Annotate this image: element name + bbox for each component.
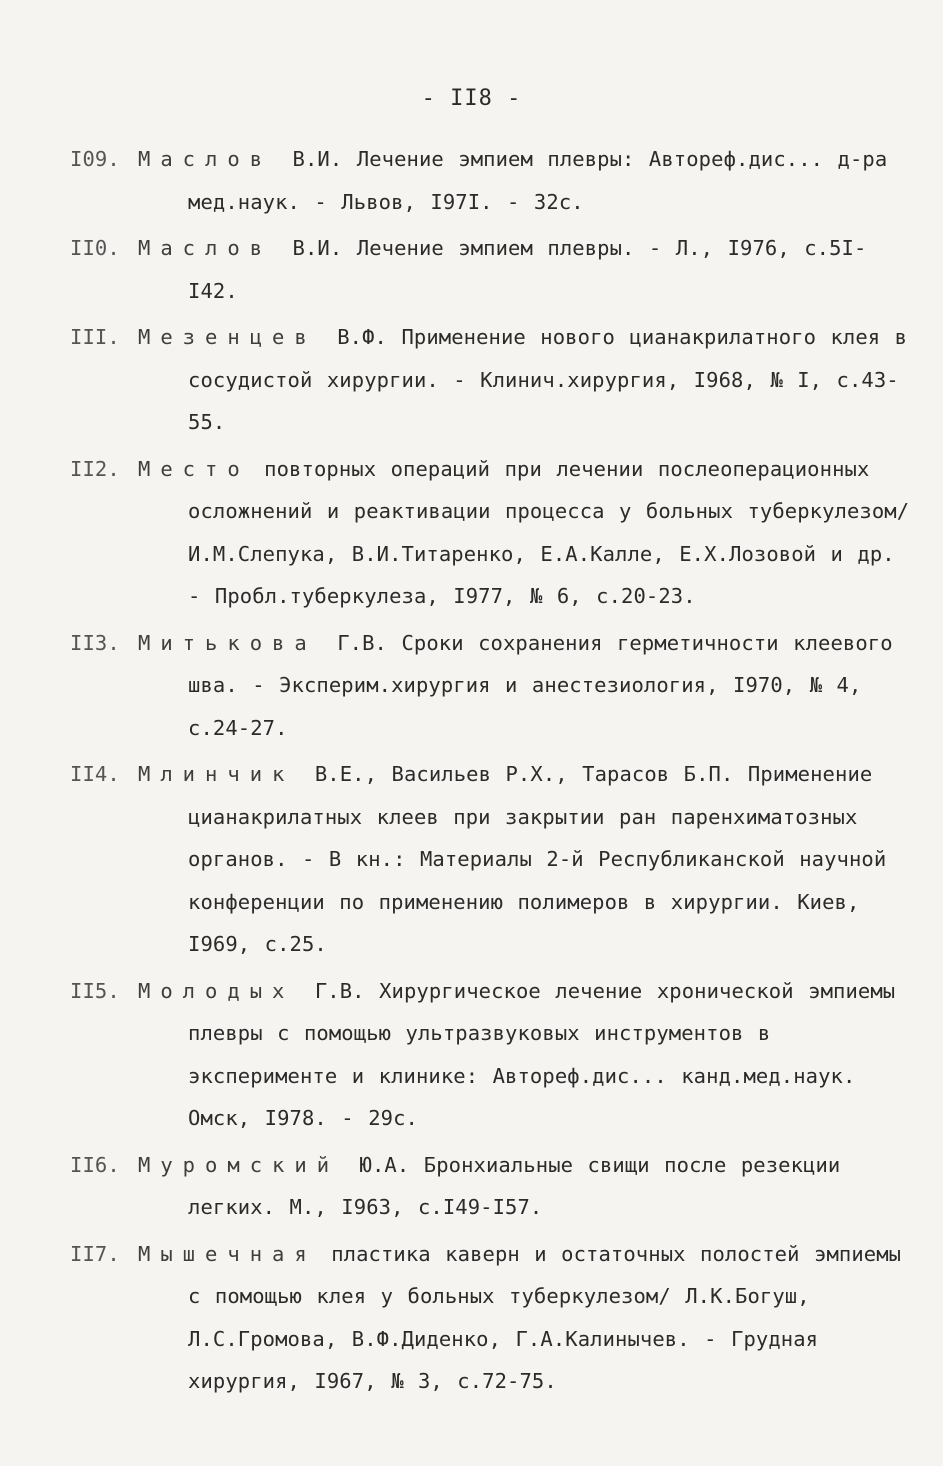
entry-text: Бронхиальные свищи после резекции легких. М., I963, с.I49-I57. <box>188 1152 841 1219</box>
entry-initials: В.Ф. <box>337 325 387 349</box>
entry-initials: Г.В. <box>337 630 387 655</box>
entry-author: Место <box>138 456 250 481</box>
entry-text: Применение нового цианакрилатного клея в сосудистой хирургии. - Клинич.хирургия, I968, № I, с.43-55. <box>188 325 908 434</box>
entry-initials: В.И. <box>292 236 343 260</box>
entry-author: Мышечная <box>138 1241 317 1266</box>
page-number: - II8 - <box>421 86 522 111</box>
entry-author: Молодых <box>138 978 295 1003</box>
entry-number: II3. <box>70 630 120 655</box>
bibliography-entry <box>70 1144 910 1229</box>
entry-text: Лечение эмпием плевры: Автореф.дис... д-ра мед.наук. - Львов, I97I. - 32с. <box>188 147 888 214</box>
bibliography-list <box>70 138 910 1403</box>
bibliography-entry <box>70 753 910 966</box>
entry-text: повторных операций при лечении послеоперационных осложнений и реактивации процесса у больных туберкулезом/ И.М.Слепука, В.И.Титаренко, Е.А.Калле, Е.Х.Лозовой и др. - Пробл.туберкулеза, I977, № 6, с.20-23. <box>188 456 910 608</box>
entry-author: Млинчик <box>138 762 295 786</box>
entry-initials: Г.В. <box>314 978 365 1003</box>
entry-text: Применение цианакрилатных клеев при закрытии ран паренхиматозных органов. - В кн.: Материалы 2-й Республиканской научной конференции по применению полимеров в хирургии. Киев, I969, с.25. <box>188 762 887 956</box>
entry-text: Лечение эмпием плевры. - Л., I976, с.5I-I42. <box>188 236 867 303</box>
bibliography-entry <box>70 316 910 444</box>
entry-number: II5. <box>70 978 120 1003</box>
entry-number: II4. <box>70 762 120 786</box>
entry-author: Муромский <box>138 1152 340 1177</box>
bibliography-entry <box>70 138 910 223</box>
entry-number: II2. <box>70 456 120 481</box>
entry-text: Сроки сохранения герметичности клеевого шва. - Эксперим.хирургия и анестезиология, I970, № 4, с.24-27. <box>188 630 893 740</box>
bibliography-entry <box>70 448 910 618</box>
bibliography-entry <box>70 622 910 750</box>
entry-author: Маслов <box>138 236 273 260</box>
entry-initials: В.Е., Васильев Р.Х., Тарасов Б.П. <box>314 762 734 786</box>
entry-number: II7. <box>70 1241 120 1266</box>
bibliography-entry <box>70 970 910 1140</box>
entry-text: пластика каверн и остаточных полостей эмпиемы с помощью клея у больных туберкулезом/ Л.К.Богуш, Л.С.Громова, В.Ф.Диденко, Г.А.Калинычев. - Грудная хирургия, I967, № 3, с.72-75. <box>188 1241 902 1393</box>
entry-author: Маслов <box>138 147 273 171</box>
entry-initials: Ю.А. <box>359 1152 410 1177</box>
bibliography-entry <box>70 1233 910 1403</box>
entry-number: III. <box>70 325 120 349</box>
entry-number: II0. <box>70 236 120 260</box>
entry-number: I09. <box>70 147 120 171</box>
entry-author: Митькова <box>138 630 317 655</box>
entry-initials: В.И. <box>292 147 343 171</box>
entry-text: Хирургическое лечение хронической эмпиемы плевры с помощью ультразвуковых инструментов в эксперименте и клинике: Автореф.дис... канд.мед.наук. Омск, I978. - 29с. <box>188 978 896 1130</box>
bibliography-entry <box>70 227 910 312</box>
entry-author: Мезенцев <box>138 325 317 349</box>
entry-number: II6. <box>70 1152 120 1177</box>
